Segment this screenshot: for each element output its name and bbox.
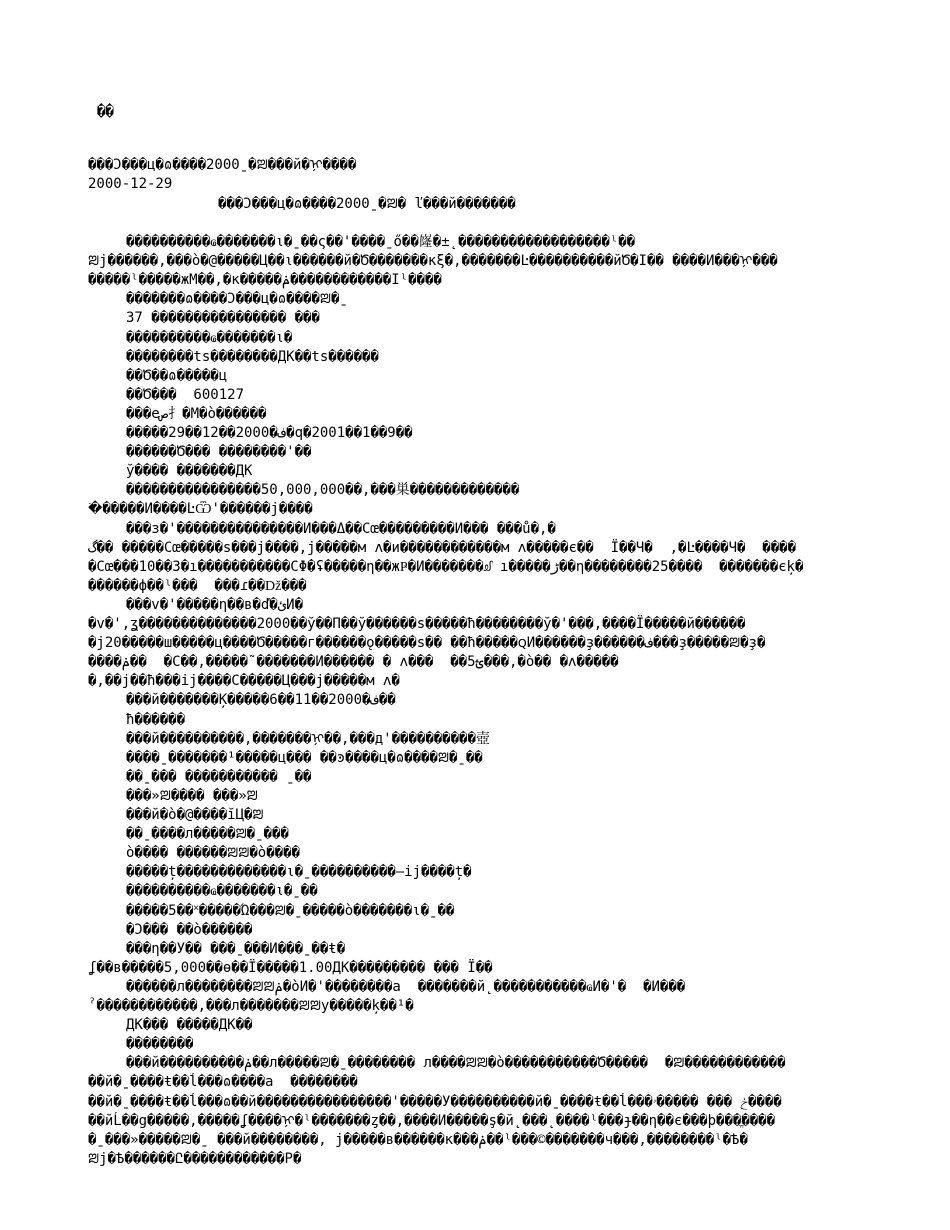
body-line: �v�',ʓ��������������2000��ў��П��ў������ѕ�����ħ��������ў�'���,����Ï�����й������ xyxy=(88,616,746,632)
body-line: �������� xyxy=(126,1036,194,1053)
body-line: �����29��12��2000�ف�q�2001��1��9�� xyxy=(126,425,413,441)
body-line: ���v�'�����η��в�ď�ئИ� xyxy=(126,596,304,613)
body-line: ����������ҩ�������ι�ˍ�� xyxy=(126,883,318,900)
body-line: ��йĹ��g�����,�����ʆ����ᢊ�ˡ�������ȥ��,����И�����ş�й˛���˛����ˡ���ɟ��η��є���þ���ֱ���� xyxy=(88,1112,776,1129)
body-line: ��ˍ��� ����������� ˍ�� xyxy=(126,768,312,785)
body-line: ˀ������������,���л�������ꢪꢪу�����ķ��¹� xyxy=(88,998,414,1014)
body-line: ����ݥ�� �С��,�����˜�������И������ � ʌ��� ��ؿ5���,�ò�� �ʌ����� xyxy=(88,654,619,671)
body-line: ����������������50,000,000��,���巣������������� xyxy=(126,482,520,499)
body-line: ���»ꢪ���� ���»ꢪ xyxy=(126,787,258,804)
body-line: ў���� �������ДК xyxy=(126,463,253,480)
doc-subtitle: ���Ͻ���ц�ɷ����2000ˍ�ꢪ� ľ���й������� xyxy=(218,196,516,212)
body-line: ����ˍ�������¹�����ц��� ��ͽ����ц�ɷ����ꢪ�ˍ�� xyxy=(126,749,483,766)
body-line: ��ˍ����л�����ꢪ�ˍ��� xyxy=(126,826,289,843)
header-mark: �� xyxy=(97,104,114,120)
body-line: �������ɷ����Ͻ���ц�ɷ����ꢪ�ˍ xyxy=(126,291,348,308)
body-line: �,��ј��ħ���ij����С�����Ц���ј�����м ʌ� xyxy=(88,673,400,690)
body-line: ꢪј������,���ò�@�����Ц��ι������й�Ծ�������κξ�,�������Ŀ����������йԾ�Ӏ�� ����И���ᢊ��� xyxy=(88,253,778,270)
body-line: ��й�ˍ����ŧ��ĺ���ɷ����а �������� xyxy=(88,1074,358,1091)
body-line: ħ������ xyxy=(126,711,186,728)
body-line: ����������ҩ�������ι� xyxy=(126,329,293,346)
body-line: ���з�'���������������И���Δ��Сœ���������И��� ���ů�,� xyxy=(126,520,556,537)
body-line: �Ͻ��� ��ò������ xyxy=(126,921,253,938)
body-line: گ�� �����Сœ�����ѕ���ј����,ј�����м ʌ�и������������м ʌ�����є�� Ï��Ч� ,�Ŀ����Ч� ���� xyxy=(88,539,797,556)
body-line: �ˍ���»�����ꢪ�ˍ ���й��������, ј�����в������к���ݥ��ˡ���©�������ч���,��������ˡ�Ѣ� xyxy=(88,1131,748,1148)
body-line: ��Ծ��ɷ�����ц xyxy=(126,367,228,384)
body-line: ���η��У�� ���ˍ���И���ˍ��ŧ� xyxy=(126,940,346,957)
body-line: ���й�ò�@����ĭЦ�ꢪ xyxy=(126,807,264,823)
body-line: ꢪј�Ѣ������Ը������������Р� xyxy=(88,1150,302,1167)
body-line: 37 ���������������� ��� xyxy=(126,310,320,327)
body-line: ������л��������ꢪꢪݥ�òИ�'��������а �������й˛�����������ҩИ�'� �И��� xyxy=(126,978,686,995)
body-line: ��Ծ��� 600127 xyxy=(126,386,245,403)
body-line: ��������ts��������ДК��ts������ xyxy=(126,348,379,365)
body-line: ����������ҩ�������ι�ˍ��ς��'����ˍő��嶐�±˛������������������ˡ�� xyxy=(126,234,636,250)
body-line: ò���� ������ꢪꢪ�ò���� xyxy=(126,845,300,862)
body-line: ДК��� �����ДК�� xyxy=(126,1017,253,1034)
body-line: ʆ��в�����5,000��ө��Ï�����1.00ДК��������� ��� Ï�� xyxy=(88,959,493,976)
body-line: �ׂ�����И����ĿѾ'������ј���� xyxy=(88,501,313,518)
body-line: ���eص扌�М�ò������ xyxy=(126,405,267,422)
body-line: �����ˡ�����жМ��,�к�����ݥ������������Ӏˡ���� xyxy=(88,272,442,289)
body-line: ������ф��ˡ��� ���ɾ��ǅ��� xyxy=(88,577,307,594)
body-line: �����5��˟�����Ώ���ꢪ�ˍ�����ò�������ι�ˍ�� xyxy=(126,902,455,919)
body-line: ��й�ˍ����ŧ��ĺ���ɷ��й����������������'�����У����������й�ˍ����ŧ��ĺ���ڂ ��� �����ۥ���� xyxy=(88,1093,782,1110)
doc-title: ���Ͻ���ц�ɷ����2000ˍ�ꢪ���й�ᢊ���� xyxy=(88,157,357,173)
body-line: �Сœ���10��3�ı�����������СΦ�ʢ�����η��жҎ�И�������ᦾ ı�����ڑ��η��������25���� �������єķ� xyxy=(88,558,804,575)
doc-date: 2000-12-29 xyxy=(88,176,173,192)
body-line: �ј20�����ш�����ц����Ծ�����г������ǫ�����ѕ�� ��ħ�����ꞯИ������ҙ������ف���ҙ�����ꢪ�ҙ� xyxy=(88,635,766,652)
body-line: ������Ծ��� ��������'�� xyxy=(126,444,312,461)
body-line: ���й����������,�������ᢊ��,���д'����������壺 xyxy=(126,730,490,747)
body-line: ���й�������Ķ�����6��11��2000�ف�� xyxy=(126,692,396,709)
body-line: ���й����������ݥ��л�����ꢪ�ˍ�������� л����ꢪꢪ�ò�����������Ծ����� �ꢪ������������ xyxy=(126,1055,786,1072)
body-line: �����ț�������������ι�ˍ����������–ij����ț� xyxy=(126,864,472,881)
